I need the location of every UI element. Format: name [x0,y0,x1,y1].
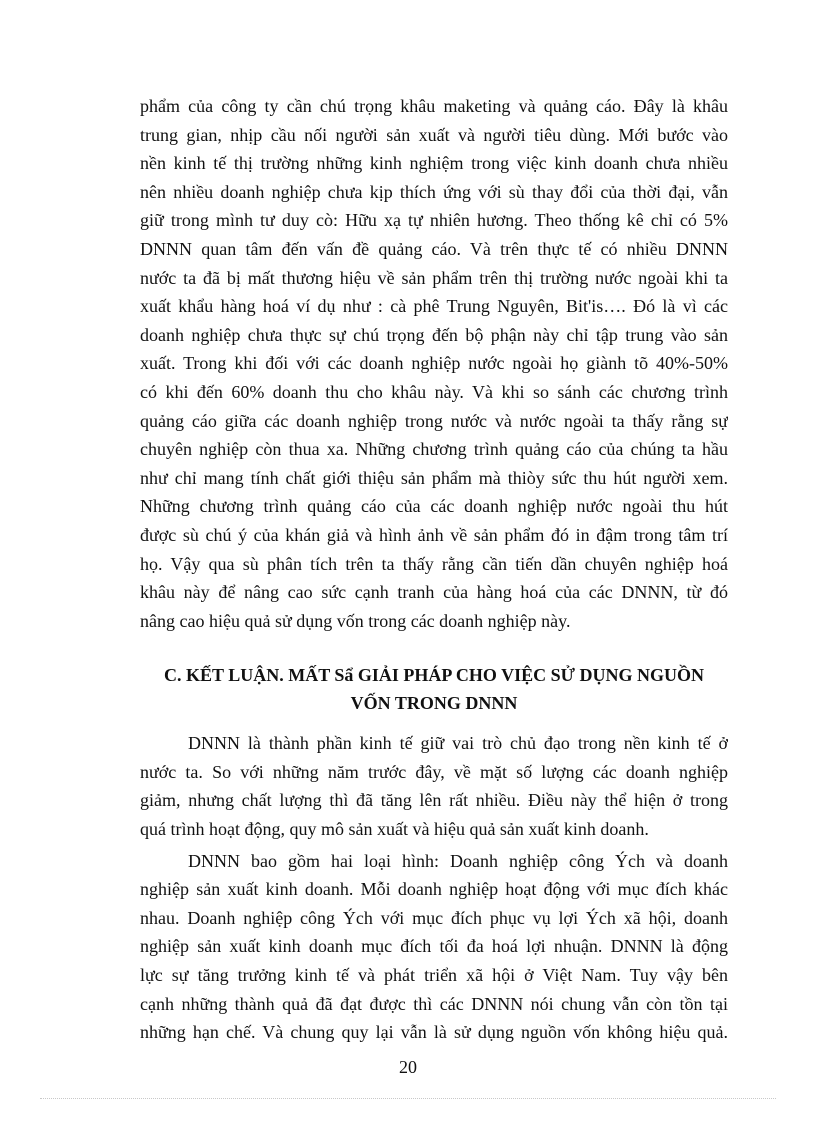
text-line: nên nhiều doanh nghiệp chưa kịp thích ứng với sù thay đổi của thời đại, vẫn [140,181,728,202]
text-line: những hạn chế. Và chung quy lại vẫn là sử dụng nguồn vốn không hiệu quả. [140,1022,728,1043]
text-line: nghiệp sản xuất kinh doanh. Mỗi doanh nghiệp hoạt động với mục đích khác [140,879,728,900]
text-line: nước ta đã bị mất thương hiệu về sản phẩm trên thị trường nước ngoài khi ta [140,267,728,288]
text-line: có khi đến 60% doanh thu cho khâu này. Và khi so sánh các chương trình [140,381,728,402]
text-line: DNNN là thành phần kinh tế giữ vai trò chủ đạo trong nền kinh tế ở [188,733,728,754]
text-line: cạnh những thành quả đã đạt được thì các DNNN nói chung vẫn còn tồn tại [140,993,728,1014]
text-line: xuất. Trong khi đối với các doanh nghiệp nước ngoài họ giành tõ 40%-50% [140,353,728,374]
text-line: nhau. Doanh nghiệp công Ých với mục đích phục vụ lợi Ých xã hội, doanh [140,907,728,928]
text-line: khâu này để nâng cao sức cạnh tranh của hàng hoá của các DNNN, từ đó [140,582,728,603]
paragraph-marketing [140,92,728,635]
text-line: được sù chú ý của khán giả và hình ảnh về sản phẩm đó in đậm trong tâm trí [140,524,728,545]
page-number: 20 [399,1057,417,1077]
text-line: giảm, nhưng chất lượng thì đã tăng lên rất nhiều. Điều này thể hiện ở trong [140,790,728,811]
text-line: quá trình hoạt động, quy mô sản xuất và hiệu quả sản xuất kinh doanh. [140,819,649,840]
text-line: nền kinh tế thị trường những kinh nghiệm trong việc kinh doanh chưa nhiều [140,153,728,174]
paragraph-dnnn-role [140,729,728,843]
section-heading [140,661,728,717]
text-line: Những chương trình quảng cáo của các doanh nghiệp nước ngoài thu hút [140,496,728,517]
text-line: DNNN quan tâm đến vấn đề quảng cáo. Và trên thực tế có nhiều DNNN [140,238,728,259]
text-line: DNNN bao gồm hai loại hình: Doanh nghiệp công Ých và doanh [188,850,728,871]
text-line: họ. Vậy qua sù phân tích trên ta thấy rằng cần tiến dần chuyên nghiệp hoá [140,553,728,574]
paragraph-dnnn-types [140,847,728,1047]
heading-line-1: C. KẾT LUẬN. MẤT Sẩ GIẢI PHÁP CHO VIỆC SỬ DỤNG NGUỒN [164,665,704,686]
text-line: trung gian, nhịp cầu nối người sản xuất và người tiêu dùng. Mới bước vào [140,124,728,145]
text-line: phẩm của công ty cần chú trọng khâu maketing và quảng cáo. Đây là khâu [140,96,728,116]
text-line: như chỉ mang tính chất giới thiệu sản phẩm mà thiòy sức thu hút người xem. [140,467,728,488]
heading-line-2: VỐN TRONG DNNN [350,693,518,714]
text-line: quảng cáo giữa các doanh nghiệp trong nước và nước ngoài ta thấy rằng sự [140,410,728,431]
text-line: nước ta. So với những năm trước đây, về mặt số lượng các doanh nghiệp [140,761,728,782]
text-line: lực sự tăng trưởng kinh tế và phát triển xã hội ở Việt Nam. Tuy vậy bên [140,965,728,986]
footer-divider [40,1098,776,1099]
text-line: chuyên nghiệp còn thua xa. Những chương trình quảng cáo của chúng ta hầu [140,439,728,460]
page-content [140,92,728,1047]
text-line: doanh nghiệp chưa thực sự chú trọng đến bộ phận này chỉ tập trung vào sản [140,324,728,345]
text-line: giữ trong mình tư duy cò: Hữu xạ tự nhiên hương. Theo thống kê chỉ có 5% [140,210,728,231]
text-line: nghiệp sản xuất kinh doanh mục đích tối đa hoá lợi nhuận. DNNN là động [140,936,728,957]
text-line: xuất khẩu hàng hoá ví dụ như : cà phê Trung Nguyên, Bit'is…. Đó là vì các [140,296,728,317]
text-line: nâng cao hiệu quả sử dụng vốn trong các doanh nghiệp này. [140,610,571,631]
